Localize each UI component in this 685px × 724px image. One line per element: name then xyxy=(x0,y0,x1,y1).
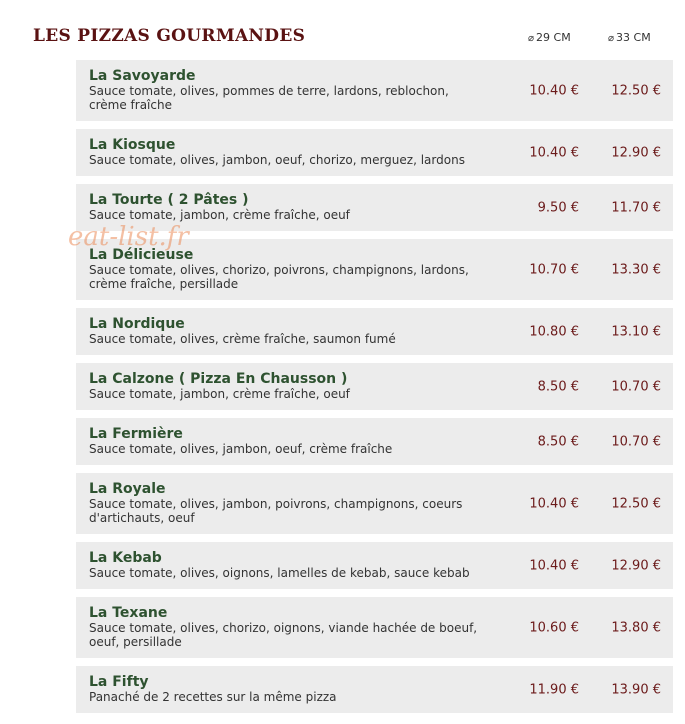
pizza-description: Sauce tomate, olives, chorizo, oignons, viande hachée de boeuf, oeuf, persillade xyxy=(89,621,478,649)
pizza-name: La Texane xyxy=(89,605,168,621)
price-29cm: 10.80 € xyxy=(529,324,579,339)
pizza-item xyxy=(76,597,673,658)
section-title: LES PIZZAS GOURMANDES xyxy=(33,26,306,46)
pizza-item xyxy=(76,239,673,300)
pizza-description: Sauce tomate, olives, oignons, lamelles de kebab, sauce kebab xyxy=(89,566,470,580)
pizza-item xyxy=(76,473,673,534)
pizza-description: Sauce tomate, olives, chorizo, poivrons, champignons, lardons, crème fraîche, persillade xyxy=(89,263,469,291)
price-33cm: 13.80 € xyxy=(611,620,661,635)
column-header-33cm xyxy=(608,31,651,44)
price-29cm: 8.50 € xyxy=(537,379,579,394)
price-29cm: 10.40 € xyxy=(529,83,579,98)
price-33cm: 12.50 € xyxy=(611,83,661,98)
price-29cm: 8.50 € xyxy=(537,434,579,449)
pizza-name: La Délicieuse xyxy=(89,247,194,263)
pizza-item xyxy=(76,60,673,121)
pizza-name: La Kebab xyxy=(89,550,162,566)
pizza-item xyxy=(76,308,673,355)
pizza-description: Sauce tomate, olives, jambon, oeuf, crème fraîche xyxy=(89,442,393,456)
pizza-name: La Fermière xyxy=(89,426,183,442)
price-29cm: 10.40 € xyxy=(529,145,579,160)
pizza-description: Sauce tomate, olives, jambon, poivrons, champignons, coeurs d'artichauts, oeuf xyxy=(89,497,463,525)
pizza-description: Sauce tomate, jambon, crème fraîche, oeuf xyxy=(89,208,350,222)
price-29cm: 10.60 € xyxy=(529,620,579,635)
price-29cm: 11.90 € xyxy=(529,682,579,697)
diameter-icon: ⌀ xyxy=(528,33,535,44)
price-33cm: 12.50 € xyxy=(611,496,661,511)
price-33cm: 13.30 € xyxy=(611,262,661,277)
pizza-description: Sauce tomate, jambon, crème fraîche, oeuf xyxy=(89,387,350,401)
column-header-29cm xyxy=(528,31,571,44)
pizza-name: La Tourte ( 2 Pâtes ) xyxy=(89,192,249,208)
pizza-item xyxy=(76,129,673,176)
price-33cm: 10.70 € xyxy=(611,379,661,394)
price-33cm: 12.90 € xyxy=(611,145,661,160)
price-33cm: 13.10 € xyxy=(611,324,661,339)
price-29cm: 10.40 € xyxy=(529,496,579,511)
pizza-item xyxy=(76,542,673,589)
pizza-item xyxy=(76,184,673,231)
pizza-name: La Nordique xyxy=(89,316,185,332)
pizza-name: La Savoyarde xyxy=(89,68,196,84)
pizza-description: Sauce tomate, olives, jambon, oeuf, chorizo, merguez, lardons xyxy=(89,153,465,167)
pizza-description: Sauce tomate, olives, crème fraîche, saumon fumé xyxy=(89,332,396,346)
pizza-item xyxy=(76,666,673,713)
column-label-33cm: 33 CM xyxy=(616,31,651,44)
diameter-icon: ⌀ xyxy=(608,33,615,44)
price-33cm: 12.90 € xyxy=(611,558,661,573)
pizza-name: La Royale xyxy=(89,481,166,497)
price-29cm: 9.50 € xyxy=(537,200,579,215)
pizza-item xyxy=(76,363,673,410)
pizza-name: La Kiosque xyxy=(89,137,176,153)
pizza-name: La Fifty xyxy=(89,674,149,690)
price-33cm: 13.90 € xyxy=(611,682,661,697)
pizza-description: Panaché de 2 recettes sur la même pizza xyxy=(89,690,337,704)
price-33cm: 11.70 € xyxy=(611,200,661,215)
menu-header xyxy=(0,0,685,60)
pizza-name: La Calzone ( Pizza En Chausson ) xyxy=(89,371,348,387)
pizza-item xyxy=(76,418,673,465)
price-29cm: 10.40 € xyxy=(529,558,579,573)
price-29cm: 10.70 € xyxy=(529,262,579,277)
pizza-description: Sauce tomate, olives, pommes de terre, lardons, reblochon, crème fraîche xyxy=(89,84,449,112)
price-33cm: 10.70 € xyxy=(611,434,661,449)
pizza-list xyxy=(76,60,673,721)
watermark: eat-list.fr xyxy=(68,222,189,252)
column-label-29cm: 29 CM xyxy=(536,31,571,44)
